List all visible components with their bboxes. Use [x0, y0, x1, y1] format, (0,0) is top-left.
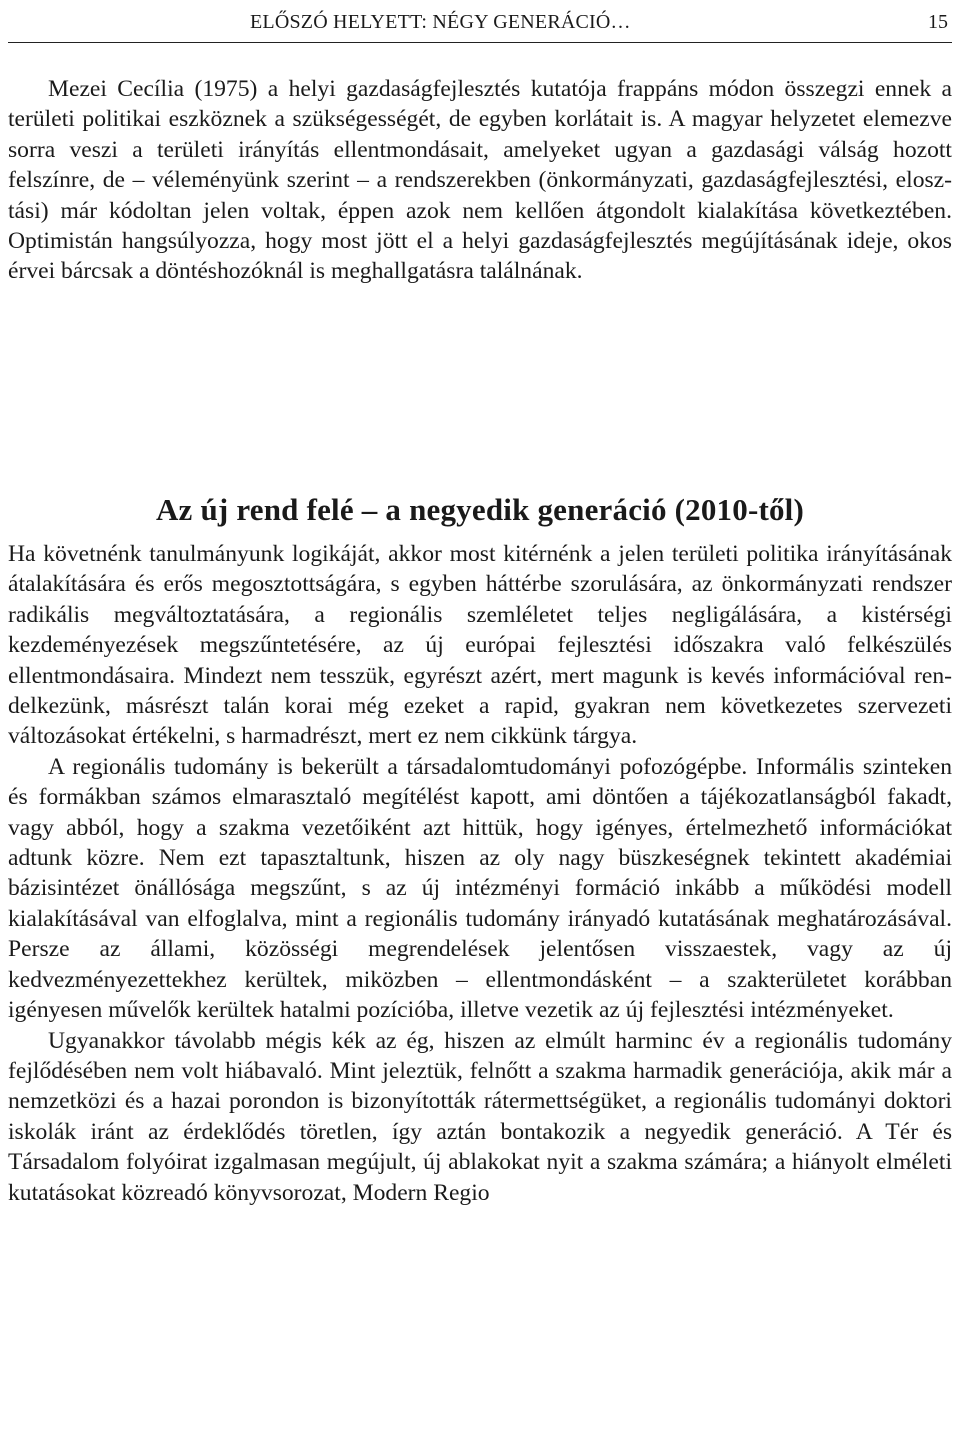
running-head [8, 4, 952, 43]
page-number: 15 [928, 11, 948, 33]
intro-paragraph: Mezei Cecília (1975) a helyi gazdaságfejlesztés kutatója frappáns módon összegzi ennek a területi politikai eszköznek a szükségességét, de egyben korlátait is. A magyar helyzetet elemezve sorra veszi a területi irányítás ellentmondásait, amelyeket ugyan a gazdasági válság hozott felszínre, de – véleményünk szerint – a rendszerekben (önkormányzati, gazdaságfejlesztési, elosztási) már kódoltan jelen voltak, éppen azok nem kellően átgondolt kialakítása következtében. Optimistán hangsúlyozza, hogy most jött el a helyi gazdaságfejlesztés megújításának ideje, okos érvei bárcsak a döntéshozóknál is meghallgatásra találnának. [8, 76, 952, 285]
running-head-title: ELŐSZÓ HELYETT: NÉGY GENERÁCIÓ… [250, 11, 631, 33]
body-paragraph-2: A regionális tudomány is bekerült a társadalomtudományi pofozógépbe. Informális szinteken és formákban számos elmarasztaló megítélést kapott, ami döntően a tájékozatlanságból fakadt, vagy abból, hogy a szakma vezetőiként azt hittük, hogy igényes, értelmezhető információkat adtunk közre. Nem ezt tapasztaltunk, hiszen az oly nagy büszkeségnek tekintett akadémiai bázisintézet önállósága megszűnt, s az új intézményi formáció inkább a működési modell kialakításával van elfoglalva, mint a regionális tudomány irányadó kutatásának meghatározásával. Persze az állami, közösségi megrendelések jelentősen visszaestek, vagy az új kedvezményezettekhez kerültek, miközben – ellentmondásként – a szakterületet korábban igényesen művelők kerültek hatalmi pozícióba, illetve vezetik az új fejlesztési intézményeket. [8, 753, 952, 1024]
body-paragraph-1: Ha követnénk tanulmányunk logikáját, akkor most kitérnénk a jelen területi politika irányításának átalakítására és erős megosztottságára, s egyben háttérbe szorulására, az önkormányzati rendszer radikális megváltoztatására, a regionális szemléletet teljes negligálására, a kistérségi kezdeményezések megszűntetésére, az új európai fejlesztési időszakra való felkészülés ellentmondásaira. Mindezt nem tesszük, egyrészt azért, mert magunk is kevés információval rendelkezünk, másrészt talán korai még ezeket a rapid, gyakran nem következetes szervezeti változásokat értékelni, s harmadrészt, mert ez nem cikkünk tárgya. [8, 541, 952, 750]
section-text-block [8, 539, 952, 1208]
section-heading: Az új rend felé – a negyedik generáció (2010-től) [155, 491, 805, 527]
body-paragraph-3: Ugyanakkor távolabb mégis kék az ég, hiszen az elmúlt harminc év a regionális tudomány fejlődésében nem volt hiábavaló. Mint jeleztük, felnőtt a szakma harmadik generációja, akik már a nemzetközi és a hazai porondon is bizonyították rátermettségüket, a regionális tudományi doktori iskolák iránt az érdeklődés töretlen, így aztán bontakozik a negyedik generáció. A Tér és Társadalom folyóirat izgalmasan megújult, új ablakokat nyit a szakma számára; a hiányolt elméleti kutatásokat közreadó könyvsorozat, Modern Regio [8, 1027, 952, 1206]
intro-text-block [8, 74, 952, 287]
